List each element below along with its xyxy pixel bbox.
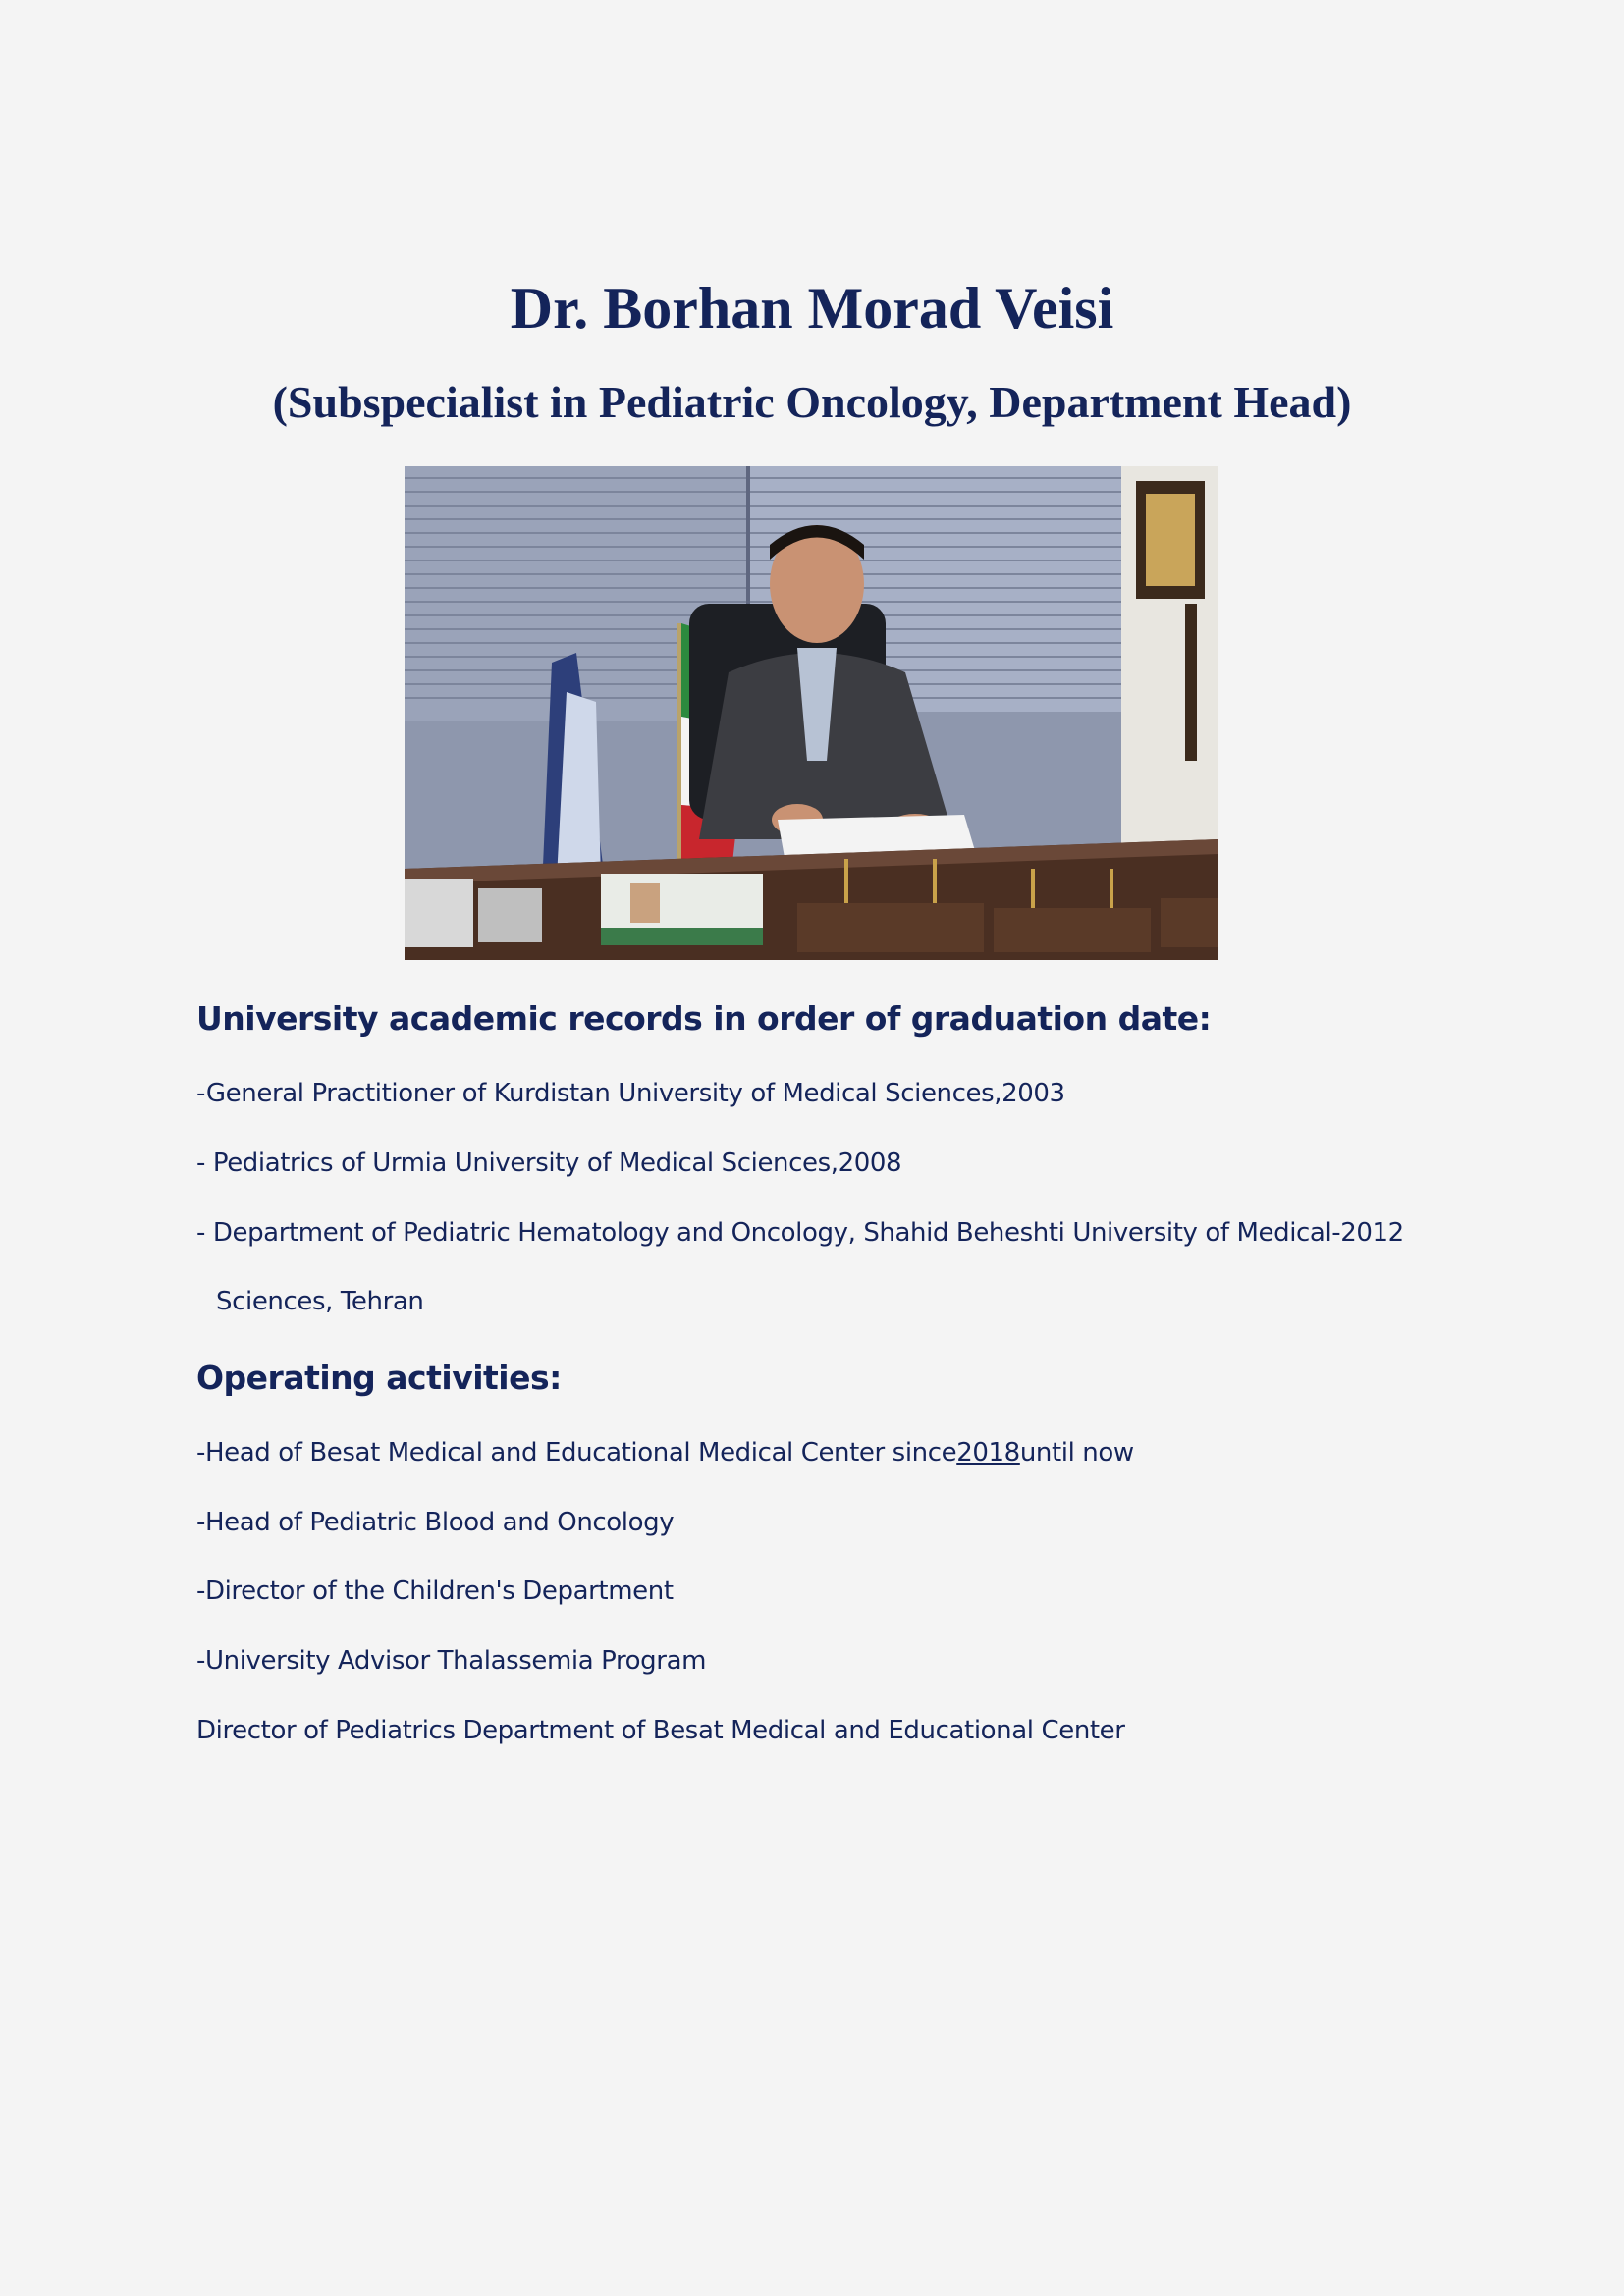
page-title: Dr. Borhan Morad Veisi [510, 276, 1114, 341]
operating-item-4: -University Advisor Thalassemia Program [196, 1646, 707, 1676]
operating-item-1-text: -Head of Besat Medical and Educational Medical Center since [196, 1438, 957, 1468]
academic-item-2: - Pediatrics of Urmia University of Medical Sciences,2008 [196, 1148, 902, 1178]
academic-item-3-continuation: Sciences, Tehran [216, 1287, 424, 1316]
page-subtitle: (Subspecialist in Pediatric Oncology, Department Head) [272, 377, 1352, 427]
operating-item-2: -Head of Pediatric Blood and Oncology [196, 1508, 675, 1537]
operating-heading: Operating activities: [196, 1359, 562, 1397]
academic-item-1: -General Practitioner of Kurdistan University of Medical Sciences,2003 [196, 1079, 1065, 1108]
operating-item-5: Director of Pediatrics Department of Besat Medical and Educational Center [196, 1716, 1125, 1745]
academic-item-3: - Department of Pediatric Hematology and Oncology, Shahid Beheshti University of Medical-2012 [196, 1218, 1404, 1248]
academic-heading: University academic records in order of graduation date: [196, 999, 1212, 1038]
operating-item-3: -Director of the Children's Department [196, 1576, 674, 1606]
operating-item-1-suffix: until now [1019, 1438, 1134, 1468]
operating-item-1 [196, 1435, 1134, 1470]
portrait-photo [405, 466, 1218, 960]
operating-item-1-year: 2018 [956, 1438, 1020, 1468]
